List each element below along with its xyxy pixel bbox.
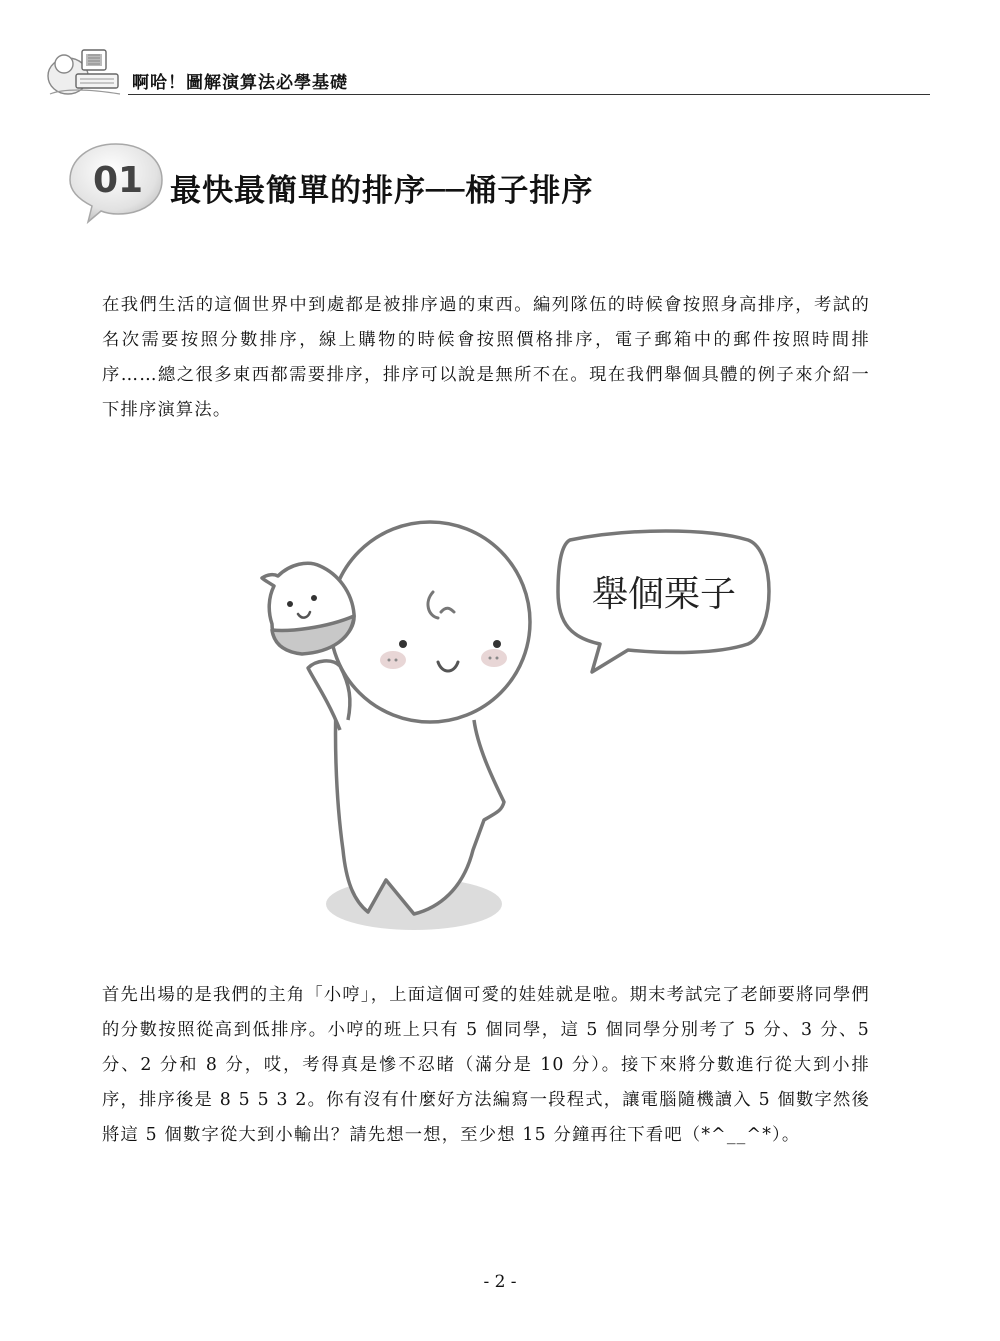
character-head xyxy=(330,522,530,722)
intro-paragraph: 在我們生活的這個世界中到處都是被排序過的東西。編列隊伍的時候會按照身高排序，考試的名次需要按照分數排序，線上購物的時候會按照價格排序，電子郵箱中的郵件按照時間排序……總之很多東西都需要排序，排序可以說是無所不在。現在我們舉個具體的例子來介紹一下排序演算法。 xyxy=(102,295,870,420)
speech-bubble-text: 舉個栗子 xyxy=(591,574,737,615)
book-title: 啊哈！圖解演算法必學基礎 xyxy=(132,73,348,93)
chapter-number: 01 xyxy=(92,160,144,201)
person-at-computer-icon xyxy=(44,44,128,100)
page-number: - 2 - xyxy=(483,1272,517,1292)
chapter-title: 最快最簡單的排序──桶子排序 xyxy=(170,173,594,209)
xiaoheng-illustration xyxy=(228,520,788,940)
story-paragraph: 首先出場的是我們的主角「小哼」，上面這個可愛的娃娃就是啦。期末考試完了老師要將同學們的分數按照從高到低排序。小哼的班上只有 5 個同學，這 5 個同學分別考了 5 分、3 分、5 分、2 分和 8 分，哎，考得真是慘不忍睹（滿分是 10 分）。接下來將分數進行從大到小排序，排序後是 8 5 5 3 2。你有沒有什麼好方法編寫一段程式，讓電腦隨機讀入 5 個數字然後將這 5 個數字從大到小輸出？請先想一想，至少想 15 分鐘再往下看吧（*^__^*）。 xyxy=(102,985,870,1145)
header-divider xyxy=(128,94,930,95)
